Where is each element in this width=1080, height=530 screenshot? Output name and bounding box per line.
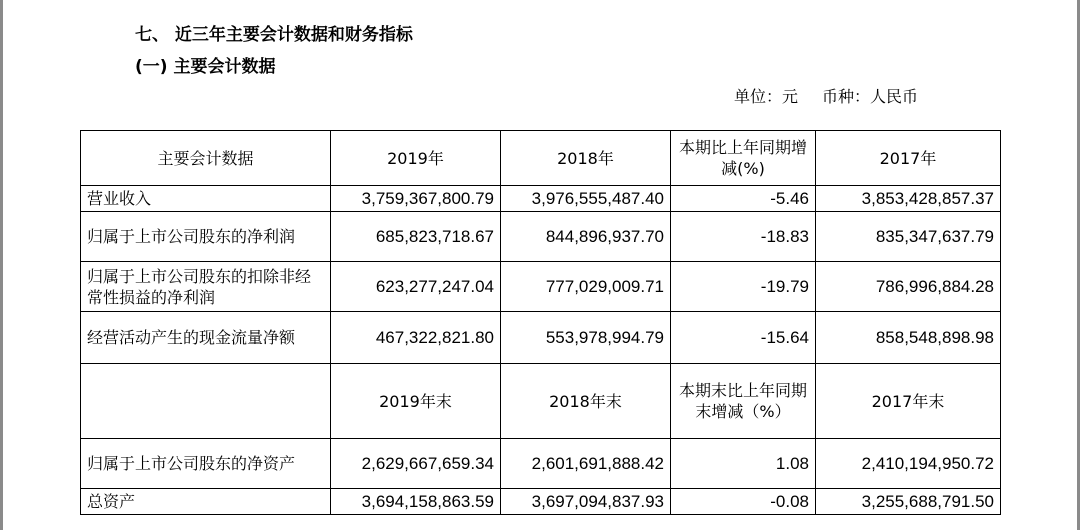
value-cell: -15.64 bbox=[671, 312, 816, 364]
value-cell: -5.46 bbox=[671, 186, 816, 212]
value-cell: 2,410,194,950.72 bbox=[816, 439, 1001, 489]
value-cell: 3,853,428,857.37 bbox=[816, 186, 1001, 212]
subsection-heading: (一) 主要会计数据 bbox=[135, 57, 276, 77]
table-header-row bbox=[81, 364, 1001, 439]
value-cell: 2,629,667,659.34 bbox=[331, 439, 501, 489]
page-edge-left bbox=[0, 0, 3, 530]
row-label: 归属于上市公司股东的净资产 bbox=[81, 439, 331, 489]
row-label: 归属于上市公司股东的净利润 bbox=[81, 212, 331, 262]
value-cell: 3,759,367,800.79 bbox=[331, 186, 501, 212]
table-row bbox=[81, 212, 1001, 262]
value-cell: 1.08 bbox=[671, 439, 816, 489]
header-cell: 2018年 bbox=[501, 131, 671, 186]
header-cell: 主要会计数据 bbox=[81, 131, 331, 186]
value-cell: 3,694,158,863.59 bbox=[331, 489, 501, 515]
table-row bbox=[81, 312, 1001, 364]
value-cell: -0.08 bbox=[671, 489, 816, 515]
value-cell: 623,277,247.04 bbox=[331, 262, 501, 312]
value-cell: 685,823,718.67 bbox=[331, 212, 501, 262]
value-cell: 858,548,898.98 bbox=[816, 312, 1001, 364]
header-cell: 2019年 bbox=[331, 131, 501, 186]
value-cell: 786,996,884.28 bbox=[816, 262, 1001, 312]
value-cell: 3,255,688,791.50 bbox=[816, 489, 1001, 515]
currency-label: 币种：人民币 bbox=[822, 87, 919, 106]
table-header-row bbox=[81, 131, 1001, 186]
header-cell: 2017年 bbox=[816, 131, 1001, 186]
value-cell: 2,601,691,888.42 bbox=[501, 439, 671, 489]
section-heading: 七、 近三年主要会计数据和财务指标 bbox=[135, 25, 413, 45]
table-row bbox=[81, 262, 1001, 312]
table-row bbox=[81, 489, 1001, 515]
value-cell: 844,896,937.70 bbox=[501, 212, 671, 262]
financial-data-table bbox=[80, 130, 1001, 515]
header-cell bbox=[81, 364, 331, 439]
row-label: 经营活动产生的现金流量净额 bbox=[81, 312, 331, 364]
table-row bbox=[81, 439, 1001, 489]
row-label: 营业收入 bbox=[81, 186, 331, 212]
table-row bbox=[81, 186, 1001, 212]
value-cell: 3,697,094,837.93 bbox=[501, 489, 671, 515]
header-cell: 本期比上年同期增减(%) bbox=[671, 131, 816, 186]
value-cell: 777,029,009.71 bbox=[501, 262, 671, 312]
header-cell: 2019年末 bbox=[331, 364, 501, 439]
row-label: 总资产 bbox=[81, 489, 331, 515]
header-cell: 2017年末 bbox=[816, 364, 1001, 439]
value-cell: 467,322,821.80 bbox=[331, 312, 501, 364]
unit-currency-line bbox=[734, 84, 918, 107]
header-cell: 本期末比上年同期末增减（%） bbox=[671, 364, 816, 439]
value-cell: 3,976,555,487.40 bbox=[501, 186, 671, 212]
row-label: 归属于上市公司股东的扣除非经常性损益的净利润 bbox=[81, 262, 331, 312]
value-cell: 835,347,637.79 bbox=[816, 212, 1001, 262]
value-cell: -19.79 bbox=[671, 262, 816, 312]
value-cell: 553,978,994.79 bbox=[501, 312, 671, 364]
unit-label: 单位：元 bbox=[734, 87, 799, 106]
value-cell: -18.83 bbox=[671, 212, 816, 262]
header-cell: 2018年末 bbox=[501, 364, 671, 439]
